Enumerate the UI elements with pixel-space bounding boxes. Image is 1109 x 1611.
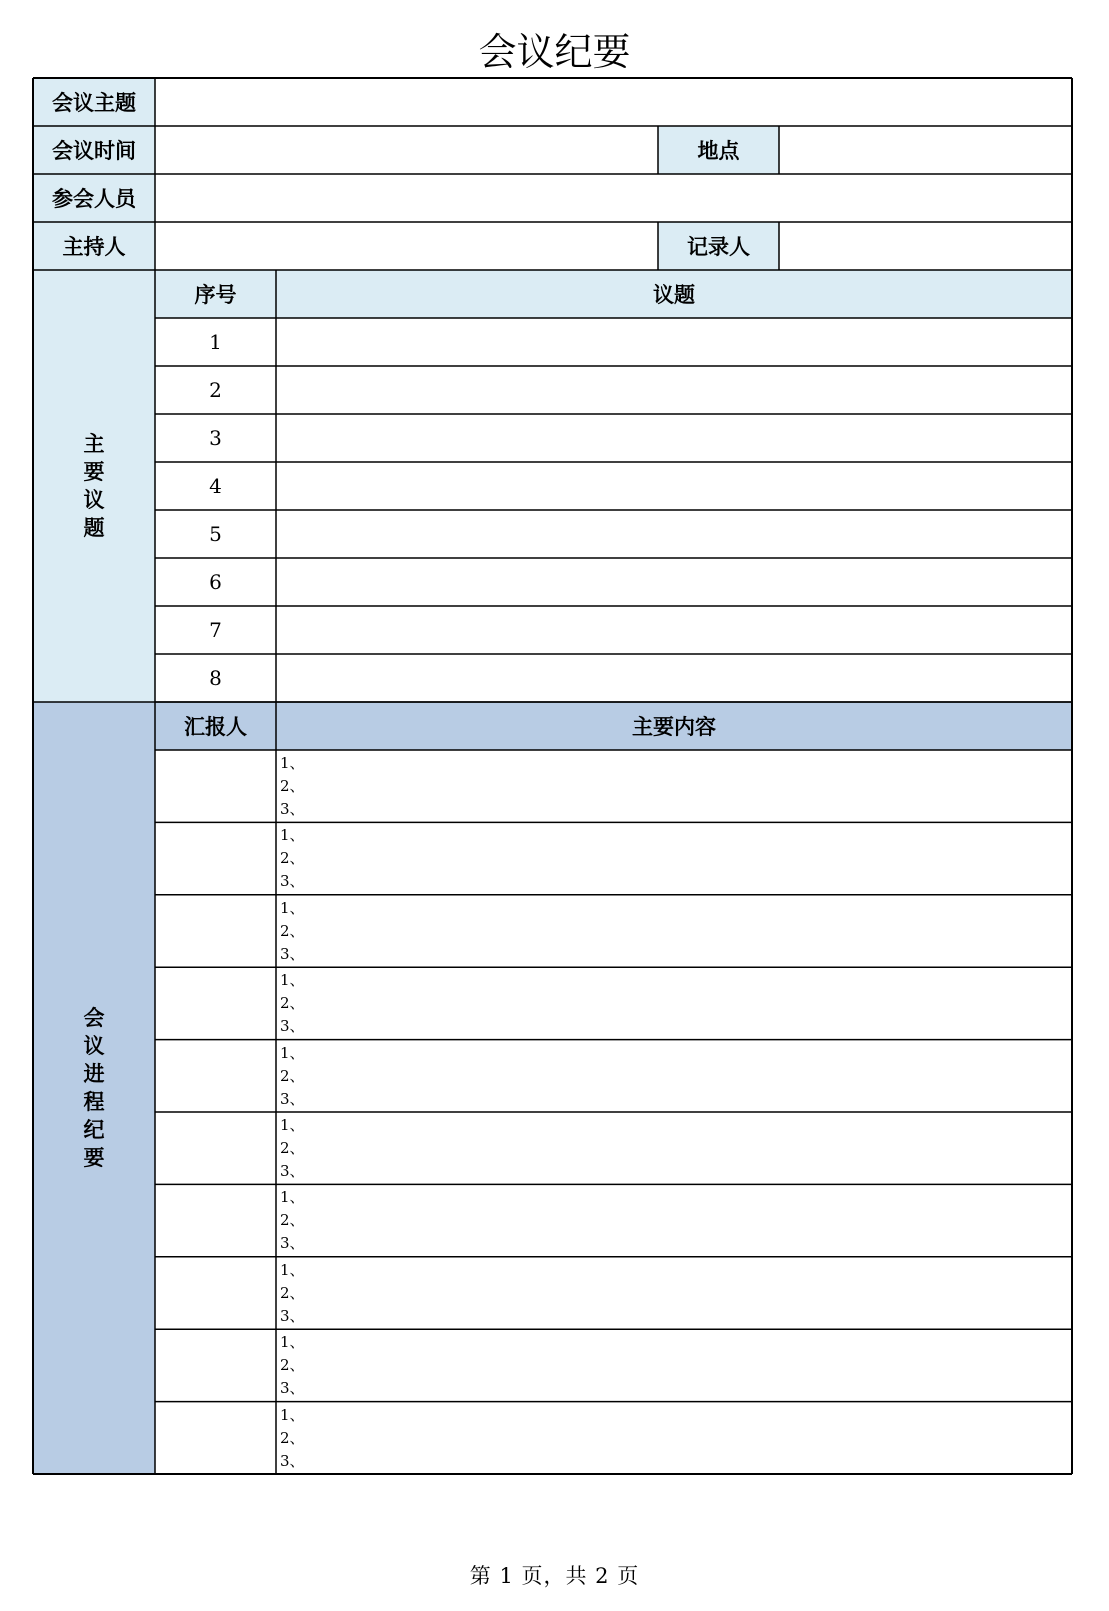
agenda-row-no: 6 [209, 570, 222, 594]
attendees-label: 参会人员 [33, 174, 155, 222]
recorder-label: 记录人 [658, 222, 779, 270]
recorder-value-cell[interactable] [779, 222, 1072, 270]
content-line: 3、 [280, 944, 305, 963]
content-line: 3、 [280, 1451, 305, 1470]
content-line: 1、 [280, 1043, 305, 1062]
content-line: 3、 [280, 872, 305, 891]
minutes-row-content[interactable] [276, 822, 1072, 894]
agenda-row-topic[interactable] [276, 414, 1072, 462]
minutes-row-content[interactable] [276, 1402, 1072, 1474]
minutes-row-content[interactable] [276, 1257, 1072, 1329]
minutes-col-reporter: 汇报人 [155, 702, 276, 750]
attendees-value-cell[interactable] [155, 174, 1072, 222]
agenda-row-topic[interactable] [276, 558, 1072, 606]
minutes-row-content[interactable] [276, 750, 1072, 822]
content-line: 1、 [280, 898, 305, 917]
content-line: 2、 [280, 921, 305, 940]
agenda-col-topic: 议题 [276, 270, 1072, 318]
agenda-row-no: 7 [209, 618, 222, 642]
agenda-row-topic[interactable] [276, 654, 1072, 702]
agenda-col-no: 序号 [155, 270, 276, 318]
content-line: 3、 [280, 1306, 305, 1325]
content-line: 3、 [280, 1379, 305, 1398]
content-line: 3、 [280, 1089, 305, 1108]
topic-value-cell[interactable] [155, 78, 1072, 126]
content-line: 2、 [280, 994, 305, 1013]
page-footer: 第 1 页，共 2 页 [469, 1564, 640, 1588]
topic-label: 会议主题 [33, 78, 155, 126]
agenda-section-label: 主要议题 [83, 432, 105, 540]
agenda-row-topic[interactable] [276, 318, 1072, 366]
minutes-row-content[interactable] [276, 967, 1072, 1039]
minutes-row-reporter[interactable] [155, 1184, 276, 1256]
agenda-row-no: 3 [209, 426, 222, 450]
minutes-row-reporter[interactable] [155, 895, 276, 967]
content-line: 3、 [280, 800, 305, 818]
agenda-section-label-cell [33, 270, 155, 702]
content-line: 3、 [280, 1234, 305, 1253]
meeting-minutes-table [33, 78, 1072, 1474]
agenda-row-no: 5 [209, 522, 222, 546]
minutes-section-label: 会议进程纪要 [83, 1006, 105, 1170]
minutes-row-content[interactable] [276, 895, 1072, 967]
minutes-row-content[interactable] [276, 1040, 1072, 1112]
minutes-col-content: 主要内容 [276, 702, 1072, 750]
agenda-row-topic[interactable] [276, 462, 1072, 510]
content-line: 1、 [280, 1188, 305, 1207]
content-line: 1、 [280, 1116, 305, 1134]
agenda-row-no: 8 [209, 666, 222, 690]
document-title: 会议纪要 [478, 30, 631, 74]
content-line: 2、 [280, 1428, 305, 1447]
agenda-row-no: 2 [209, 378, 222, 402]
host-label: 主持人 [33, 222, 155, 270]
content-line: 3、 [280, 1017, 305, 1036]
minutes-row-reporter[interactable] [155, 1112, 276, 1184]
minutes-section-label-cell [33, 702, 155, 1474]
time-label: 会议时间 [33, 126, 155, 174]
minutes-row-content[interactable] [276, 1184, 1072, 1256]
content-line: 1、 [280, 1405, 305, 1424]
agenda-row-topic[interactable] [276, 606, 1072, 654]
content-line: 2、 [280, 1139, 305, 1157]
content-line: 2、 [280, 777, 305, 795]
place-value-cell[interactable] [779, 126, 1072, 174]
content-line: 1、 [280, 971, 305, 990]
minutes-row-reporter[interactable] [155, 1329, 276, 1401]
minutes-row-reporter[interactable] [155, 1257, 276, 1329]
agenda-row-no: 1 [209, 330, 222, 354]
minutes-row-content[interactable] [276, 1112, 1072, 1184]
agenda-row-topic[interactable] [276, 510, 1072, 558]
content-line: 1、 [280, 826, 305, 845]
time-value-cell[interactable] [155, 126, 658, 174]
content-line: 3、 [280, 1162, 305, 1180]
minutes-row-reporter[interactable] [155, 1040, 276, 1112]
minutes-row-reporter[interactable] [155, 750, 276, 822]
content-line: 2、 [280, 849, 305, 868]
host-value-cell[interactable] [155, 222, 658, 270]
content-line: 1、 [280, 754, 305, 772]
content-line: 2、 [280, 1356, 305, 1375]
content-line: 1、 [280, 1333, 305, 1352]
content-line: 2、 [280, 1066, 305, 1085]
minutes-row-reporter[interactable] [155, 967, 276, 1039]
agenda-row-no: 4 [209, 474, 222, 498]
agenda-row-topic[interactable] [276, 366, 1072, 414]
minutes-row-reporter[interactable] [155, 822, 276, 894]
minutes-row-reporter[interactable] [155, 1402, 276, 1474]
place-label: 地点 [658, 126, 779, 174]
minutes-row-content[interactable] [276, 1329, 1072, 1401]
content-line: 2、 [280, 1211, 305, 1230]
content-line: 2、 [280, 1283, 305, 1302]
content-line: 1、 [280, 1260, 305, 1279]
